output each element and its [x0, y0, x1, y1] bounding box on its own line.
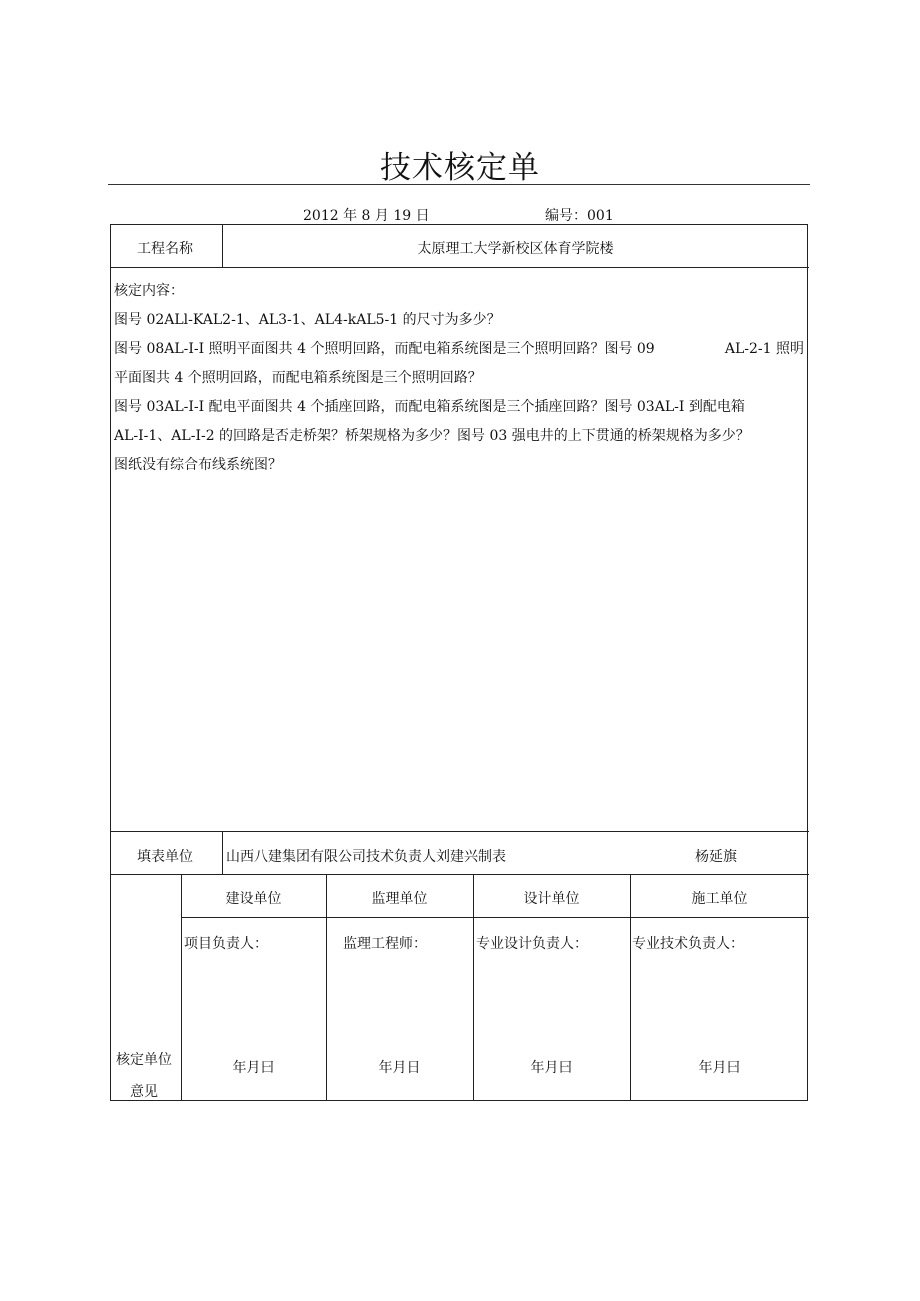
content-line-3: 平面图共 4 个照明回路，而配电箱系统图是三个照明回路？: [114, 370, 482, 386]
verification-form-table: [110, 224, 808, 1101]
row-divider-filler: [111, 874, 809, 875]
content-line-6: 图纸没有综合布线系统图？: [114, 457, 282, 473]
date-contractor: 年月曰: [698, 1060, 741, 1076]
unit-header-designer: 设计单位: [523, 891, 580, 907]
col-divider-filler: [222, 831, 223, 874]
row-divider-content: [111, 831, 809, 832]
project-name-value: 太原理工大学新校区体育学院楼: [417, 241, 614, 257]
content-line-1: 图号 02ALl-KAL2-1、AL3-1、AL4-kAL5-1 的尺寸为多少？: [114, 312, 501, 328]
content-line-2: [114, 335, 804, 364]
opinion-label-line-1: 核定单位: [116, 1052, 172, 1068]
signer-contractor: 专业技术负责人：: [632, 936, 744, 952]
filler-person: 杨延旗: [695, 849, 737, 865]
filler-unit-label: 填表单位: [137, 849, 193, 865]
content-heading: 核定内容：: [114, 283, 184, 299]
signer-supervisor: 监理工程师：: [343, 936, 427, 952]
title-underline: [108, 184, 810, 185]
content-line-5: AL-I-1、AL-I-2 的回路是否走桥架？桥架规格为多少？图号 03 强电井的上下贯通的桥架规格为多少？: [114, 428, 750, 444]
content-line-2-right: AL-2-1 照明: [724, 341, 804, 357]
serial-number: 编号：001: [545, 208, 614, 224]
project-name-label: 工程名称: [137, 241, 193, 257]
signer-designer: 专业设计负责人：: [476, 936, 588, 952]
date-owner: 年月曰: [232, 1060, 275, 1076]
signer-owner: 项目负责人：: [184, 936, 268, 952]
unit-header-owner: 建设单位: [225, 891, 282, 907]
unit-header-supervisor: 监理单位: [371, 891, 428, 907]
document-title: 技术核定单: [380, 150, 540, 186]
row-divider-unit-header: [181, 917, 809, 918]
filler-unit-value: 山西八建集团有限公司技术负责人刘建兴制表: [226, 849, 506, 865]
opinion-label-line-2: 意见: [130, 1084, 158, 1100]
row-divider-project: [111, 267, 809, 268]
content-line-2-left: 图号 08AL-I-I 照明平面图共 4 个照明回路，而配电箱系统图是三个照明回路？图号 09: [114, 341, 655, 357]
content-line-4: 图号 03AL-I-I 配电平面图共 4 个插座回路，而配电箱系统图是三个插座回路？图号 03AL-I 到配电箱: [114, 399, 745, 415]
date-designer: 年月曰: [530, 1060, 573, 1076]
date-supervisor: 年月日: [378, 1060, 421, 1076]
date-field: 2012 年 8 月 19 日: [303, 208, 430, 224]
unit-header-contractor: 施工单位: [691, 891, 748, 907]
